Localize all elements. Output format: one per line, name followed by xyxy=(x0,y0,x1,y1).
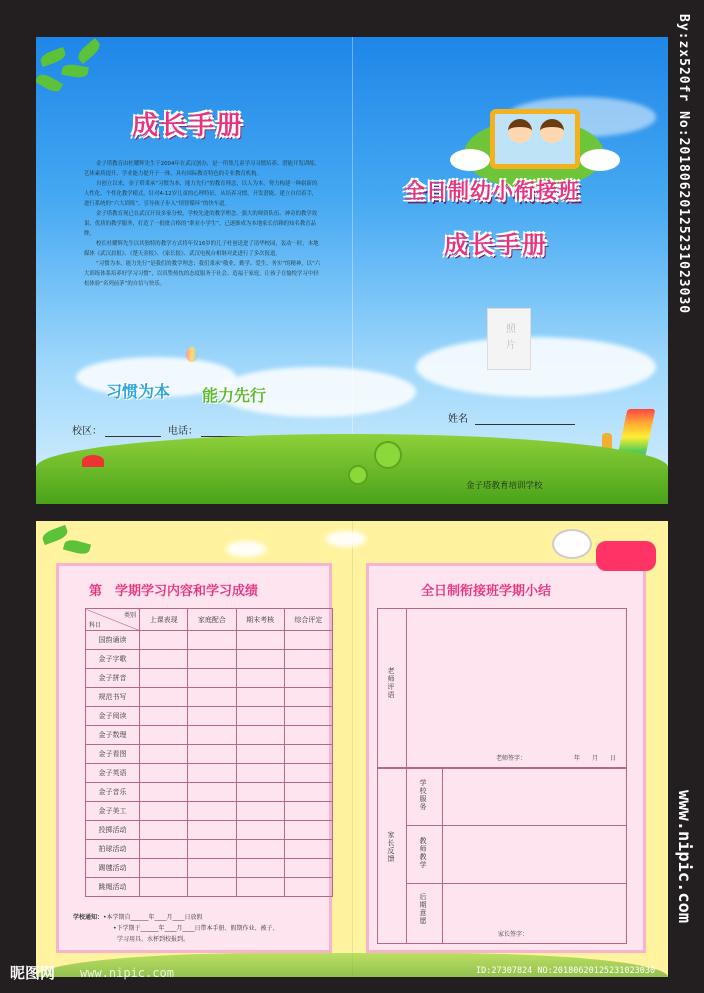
notice-row xyxy=(73,912,279,923)
table-row xyxy=(86,802,333,821)
nipic-logo-watermark: 昵图网 xyxy=(10,964,56,982)
slogan-left: 习惯为本 xyxy=(106,382,171,401)
tree-icon xyxy=(348,465,368,485)
leaf-icon xyxy=(36,71,63,94)
grade-input-cell[interactable] xyxy=(284,726,332,745)
grade-input-cell[interactable] xyxy=(236,745,284,764)
grade-input-cell[interactable] xyxy=(236,688,284,707)
mushroom-icon xyxy=(82,455,104,467)
teacher-sign-date: 年 月 日 xyxy=(574,755,617,762)
bottom-site-watermark: www.nipic.com xyxy=(80,966,174,980)
photo-label: 照片 xyxy=(503,323,515,355)
subject-cell: 规范书写 xyxy=(86,688,140,707)
grade-input-cell[interactable] xyxy=(188,878,236,897)
intro-paragraph: 自创立以来，金子塔秉承“习惯为本、能力先行”的教育理念，以人为本，努力构建一种崭新的人性化、个性化教学模式，针对4-12岁儿童的心理特征，从培养习惯、开发潜能、建立自信着手，进行系统的“六大训练”，引导孩子步入“情智循环”的快车道。 xyxy=(84,181,318,207)
grade-input-cell[interactable] xyxy=(236,783,284,802)
notice-label: 学校通知： xyxy=(73,914,104,921)
grade-input-cell[interactable] xyxy=(188,669,236,688)
table-row xyxy=(86,669,333,688)
parent-sign-label: 家长签字： xyxy=(498,931,529,938)
grade-input-cell[interactable] xyxy=(140,688,188,707)
subject-cell: 金子看图 xyxy=(86,745,140,764)
intro-paragraph: “习惯为本、能力先行”是我们的教学理念；我们秉承“敬业、勤学、爱生、务实”的精神，以“六大训练体系培养好学习习惯”，以真挚热忱的态度服务于社会、造福于家庭，让孩子在愉悦学习中轻松体验“名列前茅”的自信与快乐。 xyxy=(84,261,321,287)
intro-text xyxy=(84,159,322,289)
table-row xyxy=(86,745,333,764)
grade-input-cell[interactable] xyxy=(140,631,188,650)
wing-right-icon xyxy=(580,149,620,171)
fold-line xyxy=(352,521,353,977)
subject-cell: 金子拼音 xyxy=(86,669,140,688)
balloon-icon xyxy=(186,347,198,362)
grade-input-cell[interactable] xyxy=(140,802,188,821)
grade-input-cell[interactable] xyxy=(284,650,332,669)
teacher-sign-label: 老师签字： xyxy=(496,755,527,762)
subject-cell: 金子音乐 xyxy=(86,783,140,802)
subject-cell: 金子数理 xyxy=(86,726,140,745)
grade-input-cell[interactable] xyxy=(188,840,236,859)
header-subject: 科目 xyxy=(89,622,102,629)
column-header: 期末考核 xyxy=(236,609,284,631)
grade-input-cell[interactable] xyxy=(284,764,332,783)
grade-input-cell[interactable] xyxy=(236,669,284,688)
name-field xyxy=(448,410,575,425)
grade-input-cell[interactable] xyxy=(236,878,284,897)
grade-input-cell[interactable] xyxy=(284,688,332,707)
teacher-eval-box xyxy=(377,608,627,768)
school-field xyxy=(72,422,161,437)
feedback-row-label: 学校服务 xyxy=(419,779,427,811)
wing-left-icon xyxy=(450,149,490,171)
grade-input-cell[interactable] xyxy=(284,859,332,878)
grade-input-cell[interactable] xyxy=(188,707,236,726)
column-header: 家庭配合 xyxy=(188,609,236,631)
girl-face-icon xyxy=(540,119,564,143)
tree-icon xyxy=(374,441,402,469)
notice-row xyxy=(73,934,279,945)
kids-car-icon xyxy=(596,541,656,571)
grades-title: 第 学期学习内容和学习成绩 xyxy=(89,584,259,599)
grade-input-cell[interactable] xyxy=(140,878,188,897)
grade-input-cell[interactable] xyxy=(188,650,236,669)
teacher-eval-divider xyxy=(406,609,407,767)
leaf-icon xyxy=(39,47,68,67)
table-row xyxy=(86,764,333,783)
grade-input-cell[interactable] xyxy=(188,745,236,764)
intro-paragraph: 金子塔教育由杜耀辉先生于2004年在武汉创办，是一所集儿童学习习惯培养、潜能开发训练、艺体素质提升、学业能力提升于一体，具有国际教育特色的专业教育机构。 xyxy=(84,161,320,177)
parent-row-line xyxy=(406,825,627,826)
parent-divider-2 xyxy=(442,769,443,943)
leaf-icon xyxy=(63,538,91,556)
phone-label: 电话： xyxy=(168,426,198,437)
name-input[interactable] xyxy=(475,424,575,425)
table-row xyxy=(86,650,333,669)
grade-input-cell[interactable] xyxy=(236,707,284,726)
grade-input-cell[interactable] xyxy=(236,726,284,745)
inner-spread xyxy=(36,521,668,977)
grade-input-cell[interactable] xyxy=(236,859,284,878)
grade-input-cell[interactable] xyxy=(236,764,284,783)
grade-input-cell[interactable] xyxy=(284,802,332,821)
table-row xyxy=(86,707,333,726)
grade-input-cell[interactable] xyxy=(284,631,332,650)
bottom-id-watermark: ID:27307824 NO:20180620125231023030 xyxy=(476,966,656,976)
book-frame-icon xyxy=(490,109,580,169)
subject-cell: 国韵诵读 xyxy=(86,631,140,650)
grade-input-cell[interactable] xyxy=(188,821,236,840)
table-row xyxy=(86,783,333,802)
grade-input-cell[interactable] xyxy=(140,650,188,669)
grade-input-cell[interactable] xyxy=(188,631,236,650)
parent-feedback-label: 家长反馈 xyxy=(387,831,395,863)
grades-body xyxy=(86,631,333,897)
parent-row-line xyxy=(406,883,627,884)
subject-cell: 金子阅读 xyxy=(86,707,140,726)
table-row xyxy=(86,821,333,840)
school-label: 校区： xyxy=(72,426,102,437)
school-notice xyxy=(73,912,279,945)
grades-panel xyxy=(56,563,332,953)
grade-input-cell[interactable] xyxy=(140,764,188,783)
grade-input-cell[interactable] xyxy=(236,631,284,650)
grade-input-cell[interactable] xyxy=(140,726,188,745)
notice-line: •下学期于______年____月____日带本手册、假期作业、被子、 xyxy=(113,925,279,932)
grades-table xyxy=(85,608,333,897)
leaf-icon xyxy=(75,38,103,64)
table-row xyxy=(86,726,333,745)
school-input[interactable] xyxy=(105,436,161,437)
header-corner xyxy=(86,609,140,631)
grade-input-cell[interactable] xyxy=(140,707,188,726)
table-row xyxy=(86,840,333,859)
grade-input-cell[interactable] xyxy=(140,745,188,764)
grade-input-cell[interactable] xyxy=(284,821,332,840)
grade-input-cell[interactable] xyxy=(236,840,284,859)
left-title: 成长手册 xyxy=(132,111,245,141)
slogan-right: 能力先行 xyxy=(202,386,267,405)
cover-subtitle: 成长手册 xyxy=(444,231,548,259)
grade-input-cell[interactable] xyxy=(284,878,332,897)
feedback-row-label: 后期意愿 xyxy=(419,893,427,925)
parent-divider-1 xyxy=(406,769,407,943)
intro-paragraph: 校长杜耀辉先生以其独特的教学方式将年仅16岁的儿子杜创送进了清华校园，轰动一时，本地媒体《武汉晨报》、《楚天金报》、《家长报》、武汉电视台相继对此进行了多次报道。 xyxy=(84,241,319,257)
grade-input-cell[interactable] xyxy=(140,821,188,840)
grade-input-cell[interactable] xyxy=(188,688,236,707)
side-site-watermark: www.nipic.com xyxy=(674,790,694,924)
grade-input-cell[interactable] xyxy=(140,859,188,878)
table-row xyxy=(86,878,333,897)
table-row xyxy=(86,688,333,707)
grade-input-cell[interactable] xyxy=(236,802,284,821)
grade-input-cell[interactable] xyxy=(284,840,332,859)
leaf-icon xyxy=(61,63,89,79)
subject-cell: 跳绳活动 xyxy=(86,878,140,897)
grade-input-cell[interactable] xyxy=(140,840,188,859)
summary-panel xyxy=(366,563,646,953)
subject-cell: 金子美工 xyxy=(86,802,140,821)
cloud xyxy=(326,531,366,547)
subject-cell: 金子字歌 xyxy=(86,650,140,669)
summary-title: 全日制衔接班学期小结 xyxy=(421,584,552,599)
intro-paragraph: 金子塔教育现已在武汉开设多家分校，学校先进的教学理念、强大的师资队伍、神奇的教学效果、优质的教学服务，打造了一批批合格的“职业小学生”，已逐渐成为本地家长信赖的知名教育品牌。 xyxy=(84,211,318,237)
subject-cell: 金子英语 xyxy=(86,764,140,783)
parent-feedback-box xyxy=(377,768,627,944)
notice-row xyxy=(73,923,279,934)
subject-cell: 拍球活动 xyxy=(86,840,140,859)
grade-input-cell[interactable] xyxy=(284,669,332,688)
boy-face-icon xyxy=(508,119,532,143)
subject-cell: 踢毽活动 xyxy=(86,859,140,878)
cloud xyxy=(226,541,266,557)
cloud xyxy=(416,337,656,397)
grade-input-cell[interactable] xyxy=(284,783,332,802)
column-header: 综合评定 xyxy=(284,609,332,631)
grade-input-cell[interactable] xyxy=(188,802,236,821)
notice-line: 学习用具、水杯到校报到。 xyxy=(117,936,190,943)
teacher-eval-label: 老师评语 xyxy=(387,667,395,699)
grade-input-cell[interactable] xyxy=(188,783,236,802)
subject-cell: 投掷活动 xyxy=(86,821,140,840)
grade-input-cell[interactable] xyxy=(188,764,236,783)
grade-input-cell[interactable] xyxy=(140,783,188,802)
cover-title: 全日制幼小衔接班 xyxy=(404,179,580,203)
grade-input-cell[interactable] xyxy=(284,745,332,764)
feedback-row-label: 教师教学 xyxy=(419,837,427,869)
grade-input-cell[interactable] xyxy=(188,726,236,745)
photo-box[interactable] xyxy=(487,308,531,370)
table-row xyxy=(86,631,333,650)
notice-line: •本学期自______年____月____日放假 xyxy=(103,914,203,921)
dog-icon xyxy=(552,529,592,559)
header-category: 类别 xyxy=(123,612,136,619)
grade-input-cell[interactable] xyxy=(236,650,284,669)
name-label: 姓名 xyxy=(448,414,468,425)
grade-input-cell[interactable] xyxy=(284,707,332,726)
column-header: 上课表现 xyxy=(140,609,188,631)
grade-input-cell[interactable] xyxy=(188,859,236,878)
school-name: 金子塔教育培训学校 xyxy=(466,481,543,491)
side-id-watermark: By:zx520fr No:20180620125231023030 xyxy=(676,14,691,315)
table-row xyxy=(86,859,333,878)
cover-spread xyxy=(36,37,668,504)
grade-input-cell[interactable] xyxy=(140,669,188,688)
grade-input-cell[interactable] xyxy=(236,821,284,840)
